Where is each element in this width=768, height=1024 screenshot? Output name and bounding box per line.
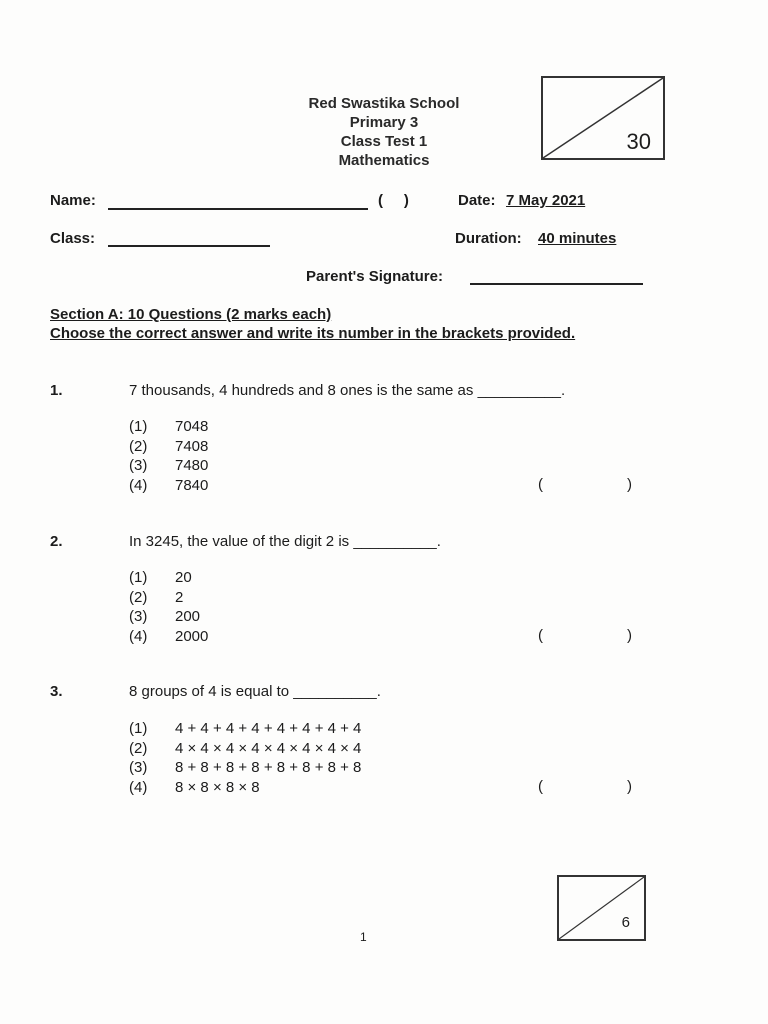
name-field[interactable] bbox=[108, 208, 368, 210]
option-number: (4) bbox=[129, 778, 148, 796]
answer-bracket-close[interactable]: ) bbox=[627, 778, 632, 795]
option bbox=[129, 758, 361, 778]
class-field[interactable] bbox=[108, 245, 270, 247]
section-instruction: Choose the correct answer and write its number in the brackets provided. bbox=[50, 325, 576, 342]
option-number: (4) bbox=[129, 627, 148, 645]
option-text: 200 bbox=[175, 608, 201, 625]
option-text: 8 × 8 × 8 × 8 bbox=[175, 778, 260, 796]
option bbox=[129, 739, 361, 759]
option-text: 4 × 4 × 4 × 4 × 4 × 4 × 4 × 4 bbox=[175, 739, 362, 757]
school-name: Red Swastika School bbox=[308, 95, 460, 112]
option bbox=[129, 476, 208, 496]
question-number: 3. bbox=[50, 683, 63, 700]
page-number: 1 bbox=[360, 930, 367, 944]
option-text: 7480 bbox=[175, 457, 209, 474]
answer-bracket-close[interactable]: ) bbox=[627, 476, 632, 493]
answer-bracket-open[interactable]: ( bbox=[538, 476, 543, 493]
subject: Mathematics bbox=[338, 152, 430, 169]
option-number: (2) bbox=[129, 739, 148, 757]
name-label: Name: bbox=[50, 192, 96, 209]
level: Primary 3 bbox=[349, 114, 419, 131]
option-text: 20 bbox=[175, 569, 192, 586]
option-number: (1) bbox=[129, 418, 148, 435]
question-number: 1. bbox=[50, 382, 63, 399]
question-text: 8 groups of 4 is equal to __________. bbox=[129, 683, 381, 700]
page-score-total: 6 bbox=[621, 914, 630, 931]
question-text: 7 thousands, 4 hundreds and 8 ones is the same as __________. bbox=[129, 382, 566, 399]
option-text: 8 + 8 + 8 + 8 + 8 + 8 + 8 + 8 bbox=[175, 759, 362, 776]
option-text: 4 + 4 + 4 + 4 + 4 + 4 + 4 + 4 bbox=[175, 720, 362, 737]
option-number: (2) bbox=[129, 588, 148, 606]
answer-bracket-open[interactable]: ( bbox=[538, 778, 543, 795]
option-number: (3) bbox=[129, 759, 148, 776]
date-value: 7 May 2021 bbox=[506, 192, 586, 209]
option-text: 7408 bbox=[175, 437, 209, 455]
option-text: 2 bbox=[175, 588, 184, 606]
page-score-box bbox=[557, 875, 646, 941]
option-text: 7048 bbox=[175, 418, 209, 435]
signature-label: Parent's Signature: bbox=[306, 268, 443, 285]
option-list bbox=[129, 417, 208, 495]
option bbox=[129, 778, 361, 798]
option bbox=[129, 568, 208, 588]
option-text: 2000 bbox=[175, 627, 209, 645]
signature-field[interactable] bbox=[470, 283, 643, 285]
option-number: (4) bbox=[129, 476, 148, 494]
option-text: 7840 bbox=[175, 476, 209, 494]
option bbox=[129, 456, 208, 476]
option bbox=[129, 417, 208, 437]
answer-bracket-close[interactable]: ) bbox=[627, 627, 632, 644]
option-number: (3) bbox=[129, 457, 148, 474]
page-score-diagonal bbox=[559, 877, 644, 939]
option-list bbox=[129, 568, 208, 646]
answer-bracket-open[interactable]: ( bbox=[538, 627, 543, 644]
option-number: (2) bbox=[129, 437, 148, 455]
option-number: (1) bbox=[129, 720, 148, 737]
option-list bbox=[129, 719, 361, 797]
option bbox=[129, 588, 208, 608]
class-label: Class: bbox=[50, 230, 96, 247]
option bbox=[129, 627, 208, 647]
total-score: 30 bbox=[626, 129, 651, 154]
option bbox=[129, 607, 208, 627]
date-label: Date: bbox=[458, 192, 496, 209]
option-number: (3) bbox=[129, 608, 148, 625]
register-number-brackets[interactable]: ( ) bbox=[378, 192, 409, 209]
question-number: 2. bbox=[50, 533, 63, 550]
duration-label: Duration: bbox=[455, 230, 522, 247]
option bbox=[129, 719, 361, 739]
option bbox=[129, 437, 208, 457]
question-text: In 3245, the value of the digit 2 is __________. bbox=[129, 533, 441, 550]
section-title: Section A: 10 Questions (2 marks each) bbox=[50, 306, 332, 323]
test-title: Class Test 1 bbox=[340, 133, 428, 150]
option-number: (1) bbox=[129, 569, 148, 586]
duration-value: 40 minutes bbox=[538, 230, 617, 247]
total-score-box bbox=[541, 76, 665, 160]
